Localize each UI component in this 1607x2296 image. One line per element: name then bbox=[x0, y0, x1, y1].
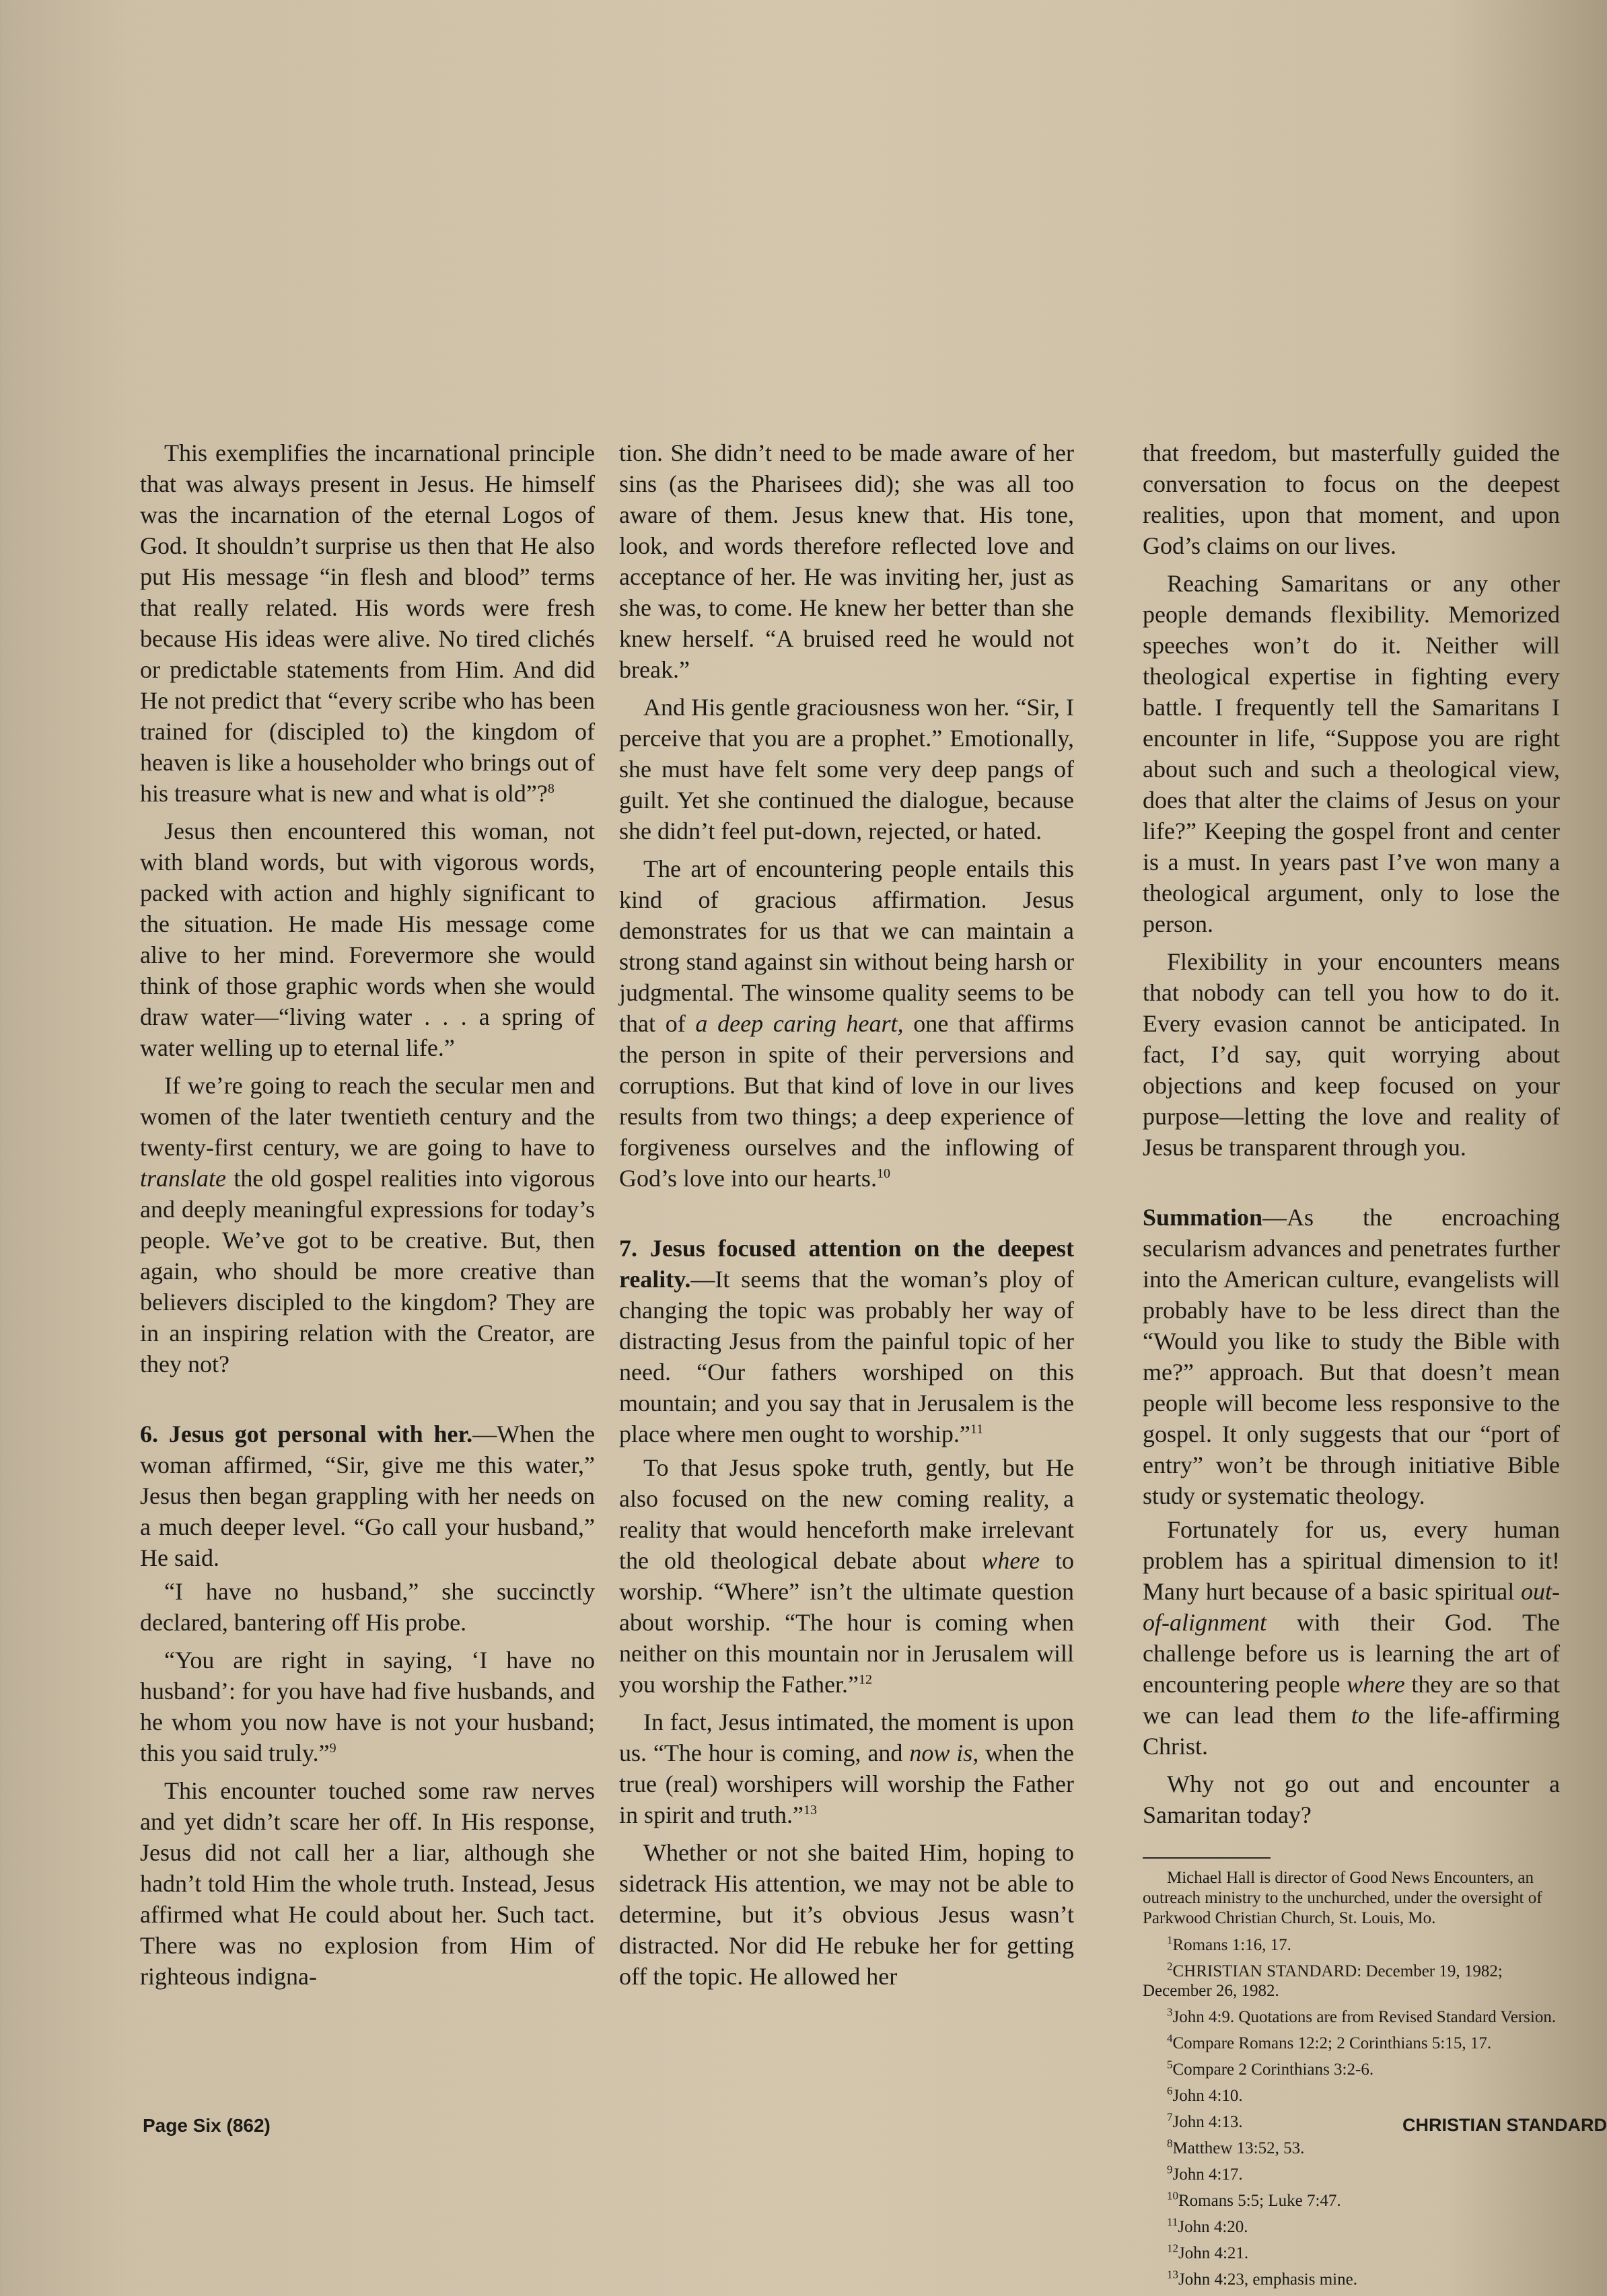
footnote-number: 8 bbox=[1167, 2137, 1173, 2150]
footnote-divider bbox=[1143, 1857, 1271, 1859]
paragraph: “I have no husband,” she succinctly declared, bantering off His probe. bbox=[140, 1578, 595, 1636]
footnote-text: John 4:9. Quotations are from Revised Standard Version. bbox=[1172, 2008, 1557, 2026]
footnote bbox=[1143, 2241, 1560, 2263]
footnote bbox=[1143, 2270, 1560, 2289]
footnote bbox=[1143, 2060, 1560, 2079]
footnote-text: CHRISTIAN STANDARD: December 19, 1982; December 26, 1982. bbox=[1143, 1962, 1503, 2000]
footnote-number: 9 bbox=[1167, 2163, 1173, 2176]
footnote-text: Compare Romans 12:2; 2 Corinthians 5:15, 17. bbox=[1172, 2034, 1492, 2052]
author-bio: Michael Hall is director of Good News Encounters, an outreach ministry to the unchurched, under the oversight of Parkwood Christian Church, St. Louis, Mo. bbox=[1143, 1869, 1542, 1927]
footnote-number: 11 bbox=[1167, 2215, 1178, 2229]
footnote-number: 5 bbox=[1167, 2058, 1173, 2071]
section-heading-7: 7. Jesus focused attention on the deepest reality.—It seems that the woman’s ploy of changing the topic was probably her way of distracting Jesus from the painful topic of her need. “Our fathers worshiped on this mountain; and you say that in Jerusalem is the place where men ought to worship.”$^{11}$ bbox=[619, 1235, 1074, 1447]
footnote-text: Romans 5:5; Luke 7:47. bbox=[1178, 2192, 1341, 2210]
footnote-text: Romans 1:16, 17. bbox=[1172, 1936, 1291, 1954]
paragraph: To that Jesus spoke truth, gently, but He also focused on the new coming reality, a reality that would henceforth make irrelevant the old theological debate about where to worship. “Where” isn’t the ultimate question about worship. “The hour is coming when neither on this mountain nor in Jerusalem will you worship the Father.”$^{12}$ bbox=[619, 1454, 1074, 1698]
paragraph: “You are right in saying, ‘I have no husband’: for you have had five husbands, and he whom you now have is not your husband; this you said truly.”$^9$ bbox=[140, 1647, 595, 1766]
paragraph: Jesus then encountered this woman, not with bland words, but with vigorous words, packed with action and highly significant to the situation. He made His message come alive to her mind. Forevermore she would think of those graphic words when she would draw water—“living water . . . a spring of water welling up to eternal life.” bbox=[140, 818, 595, 1061]
footnote-number: 13 bbox=[1167, 2268, 1178, 2281]
footnote bbox=[1143, 1962, 1560, 2001]
footnotes-list bbox=[1143, 1935, 1560, 2289]
paragraph: This exemplifies the incarnational principle that was always present in Jesus. He himself was the incarnation of the eternal Logos of God. It shouldn’t surprise us then that He also put His message “in flesh and blood” terms that really related. His words were fresh because His ideas were alive. No tired clichés or predictable statements from Him. And did He not predict that “every scribe who has been trained for (discipled to) the kingdom of heaven is like a householder who brings out of his treasure what is new and what is old”?$^8$ bbox=[140, 439, 595, 807]
footnote-text: John 4:20. bbox=[1178, 2218, 1248, 2236]
paragraph: The art of encountering people entails this kind of gracious affirmation. Jesus demonstrates for us that we can maintain a strong stand against sin without being harsh or judgmental. The winsome quality seems to be that of a deep caring heart, one that affirms the person in spite of their perversions and corruptions. But that kind of love in our lives results from two things; a deep experience of forgiveness ourselves and the inflowing of God’s love into our hearts.$^{10}$ bbox=[619, 855, 1074, 1192]
paragraph: Whether or not she baited Him, hoping to sidetrack His attention, we may not be able to determine, but it’s obvious Jesus wasn’t distracted. Nor did He rebuke her for getting off the topic. He allowed her bbox=[619, 1839, 1074, 1990]
publication-name: CHRISTIAN STANDARD bbox=[1402, 2115, 1607, 2135]
footnote-number: 6 bbox=[1167, 2084, 1173, 2097]
paragraph: In fact, Jesus intimated, the moment is upon us. “The hour is coming, and now is, when the true (real) worshipers will worship the Father in spirit and truth.”$^{13}$ bbox=[619, 1709, 1074, 1828]
footnote-number: 2 bbox=[1167, 1960, 1173, 1973]
paragraph: tion. She didn’t need to be made aware of her sins (as the Pharisees did); she was all too aware of them. Jesus knew that. His tone, look, and words therefore reflected love and acceptance of her. He was inviting her, just as she was, to come. He knew her better than she knew herself. “A bruised reed he would not break.” bbox=[619, 439, 1074, 683]
paragraph: If we’re going to reach the secular men and women of the later twentieth century and the twenty-first century, we are going to have to translate the old gospel realities into vigorous and deeply meaningful expressions for today’s people. We’ve got to be creative. But, then again, who should be more creative than believers discipled to the kingdom? They are in an inspiring relation with the Creator, are they not? bbox=[140, 1072, 595, 1377]
footnote-number: 4 bbox=[1167, 2032, 1173, 2045]
footnote bbox=[1143, 1935, 1560, 1955]
footnote-text: John 4:10. bbox=[1172, 2087, 1243, 2105]
footnote-text: Compare 2 Corinthians 3:2-6. bbox=[1172, 2060, 1374, 2079]
footnote bbox=[1143, 2086, 1560, 2106]
column-2 bbox=[619, 437, 1074, 1999]
page-number: Page Six (862) bbox=[143, 2115, 271, 2136]
footnote-ref: 9 bbox=[329, 1741, 336, 1756]
footnote bbox=[1143, 2007, 1560, 2027]
summation-heading: Summation—As the encroaching secularism advances and penetrates further into the American culture, evangelists will probably have to be less direct than the “Would you like to study the Bible with me?” approach. But that doesn’t mean people will become less responsive to the gospel. It only suggests that our “port of entry” won’t be through initiative Bible study or systematic theology. bbox=[1143, 1204, 1560, 1509]
footnote-text: John 4:23, emphasis mine. bbox=[1178, 2270, 1357, 2289]
paragraph: Fortunately for us, every human problem has a spiritual dimension to it! Many hurt because of a basic spiritual out-of-alignment with their God. The challenge before us is learning the art of encountering people where they are so that we can lead them to the life-affirming Christ. bbox=[1143, 1516, 1561, 1760]
footnote-number: 7 bbox=[1167, 2110, 1173, 2124]
footnote-number: 3 bbox=[1167, 2005, 1173, 2019]
section-heading-6: 6. Jesus got personal with her.—When the woman affirmed, “Sir, give me this water,” Jesus then began grappling with her needs on a much deeper level. “Go call your husband,” He said. bbox=[140, 1421, 596, 1571]
column-3 bbox=[1143, 437, 1560, 2296]
footnote-ref: 10 bbox=[876, 1166, 890, 1181]
footnote bbox=[1143, 2139, 1560, 2158]
column-1 bbox=[140, 437, 595, 1999]
footnote-number: 10 bbox=[1167, 2189, 1178, 2202]
footnote-ref: 13 bbox=[803, 1803, 817, 1818]
footnote-ref: 12 bbox=[858, 1672, 872, 1687]
paragraph: Why not go out and encounter a Samaritan today? bbox=[1143, 1770, 1560, 1828]
footnote-text: John 4:17. bbox=[1172, 2165, 1243, 2184]
footnote-ref: 8 bbox=[547, 781, 555, 796]
footnote bbox=[1143, 2034, 1560, 2053]
footnote bbox=[1143, 2165, 1560, 2184]
footnote bbox=[1143, 2191, 1560, 2211]
footnote-text: John 4:13. bbox=[1172, 2113, 1243, 2131]
footnote bbox=[1143, 2217, 1560, 2237]
paragraph: And His gentle graciousness won her. “Sir, I perceive that you are a prophet.” Emotionally, she must have felt some very deep pangs of guilt. Yet she continued the dialogue, because she didn’t feel put-down, rejected, or hated. bbox=[619, 694, 1074, 845]
footnote-text: John 4:21. bbox=[1178, 2244, 1249, 2262]
paragraph: Flexibility in your encounters means that nobody can tell you how to do it. Every evasion cannot be anticipated. In fact, I’d say, quit worrying about objections and keep focused on your purpose—letting the love and reality of Jesus be transparent through you. bbox=[1143, 948, 1560, 1161]
paragraph: that freedom, but masterfully guided the conversation to focus on the deepest realities, upon that moment, and upon God’s claims on our lives. bbox=[1143, 439, 1560, 559]
paragraph: Reaching Samaritans or any other people demands flexibility. Memorized speeches won’t do it. Neither will theological expertise in fighting every battle. I frequently tell the Samaritans I encounter in life, “Suppose you are right about such and such a theological view, does that alter the claims of Jesus on your life?” Keeping the gospel front and center is a must. In years past I’ve won many a theological argument, only to lose the person. bbox=[1143, 570, 1560, 937]
footnote-number: 12 bbox=[1167, 2241, 1178, 2255]
footnote-ref: 11 bbox=[970, 1422, 984, 1437]
footnote-number: 1 bbox=[1167, 1933, 1173, 1947]
footnote-text: Matthew 13:52, 53. bbox=[1172, 2139, 1305, 2157]
paragraph: This encounter touched some raw nerves and yet didn’t scare her off. In His response, Jesus did not call her a liar, although she hadn’t told Him the whole truth. Instead, Jesus affirmed what He could about her. Such tact. There was no explosion from Him of righteous indigna- bbox=[140, 1777, 595, 1990]
